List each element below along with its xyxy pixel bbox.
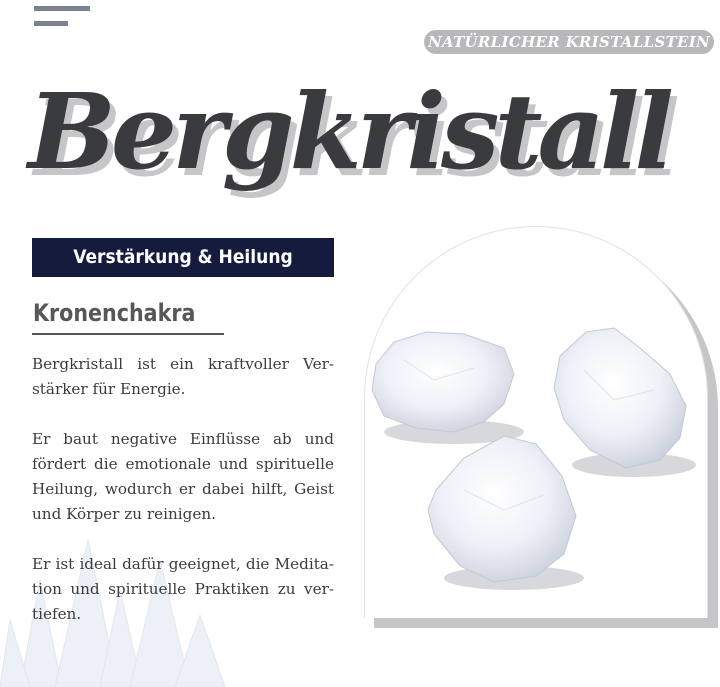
paragraph-3: Er ist ideal dafür geeignet, die Meditation und spirituelle Praktiken zu vertiefen.: [32, 555, 334, 623]
menu-bar-top: [34, 6, 90, 11]
crystal-stone-1: [372, 332, 514, 432]
description: [32, 352, 334, 652]
menu-bar-bottom: [34, 21, 68, 26]
page-title: Bergkristall: [28, 70, 669, 193]
chakra-heading: Kronenchakra: [33, 299, 196, 327]
benefit-banner: Verstärkung & Heilung: [32, 238, 334, 277]
paragraph-2: Er baut negative Einflüsse ab und fördert die emotionale und spirituelle Heilung, wodurch er dabei hilft, Geist und Körper zu reinigen.: [32, 430, 334, 523]
crystal-stones-image: [364, 320, 708, 610]
category-tag: NATÜRLICHER KRISTALLSTEIN: [424, 30, 714, 54]
paragraph-1: Bergkristall ist ein kraftvoller Verstärker für Energie.: [32, 355, 334, 398]
heading-underline: [32, 333, 224, 335]
